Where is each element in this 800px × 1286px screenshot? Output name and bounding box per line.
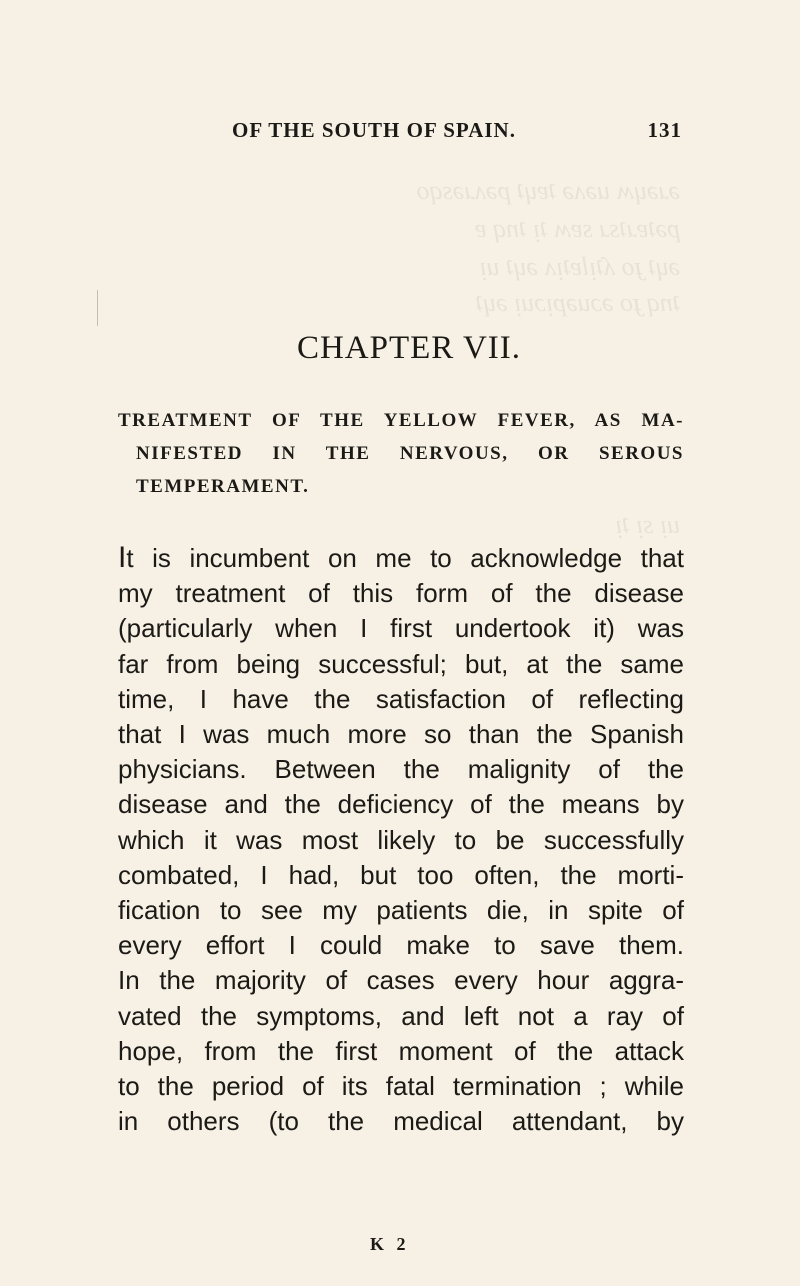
chapter-title: CHAPTER VII. — [296, 330, 522, 366]
body-paragraph — [118, 540, 684, 1139]
running-head — [232, 118, 682, 148]
chapter-subtitle — [118, 404, 684, 503]
page-edge-mark — [97, 290, 98, 326]
text-line: combated, I had, but too often, the morti- — [118, 859, 684, 890]
subtitle-line: TEMPERAMENT. — [136, 476, 310, 497]
text-line: vated the symptoms, and left not a ray of — [118, 1000, 684, 1031]
show-through-text: ʇnq ɟo ǝɔuǝpᴉɔuᴉ ǝɥʇ — [475, 288, 680, 317]
show-through-text: uᴉ sᴉ ʇᴉ — [614, 510, 680, 539]
text-line — [118, 540, 684, 576]
show-through-text: ǝɥʇ ɟo ʎʇᴉlɐʇᴉʌ ǝɥʇ uᴉ — [479, 252, 680, 281]
text-line: to the period of its fatal termination ; while — [118, 1071, 684, 1102]
subtitle-line: NIFESTED IN THE NERVOUS, OR SEROUS — [136, 443, 684, 464]
text-line: hope, from the first moment of the attack — [118, 1035, 684, 1066]
text-line: far from being successful; but, at the same — [118, 648, 684, 679]
text-line: that I was much more so than the Spanish — [118, 719, 684, 750]
show-through-text: ǝɹǝɥʍ uǝʌǝ ʇɐɥʇ pǝʌɹǝsqo — [416, 176, 680, 205]
subtitle-line: TREATMENT OF THE YELLOW FEVER, AS MA- — [118, 410, 684, 431]
running-head-title: OF THE SOUTH OF SPAIN. — [232, 118, 516, 142]
text-line: (particularly when I first undertook it) was — [118, 613, 684, 644]
text-line: fication to see my patients die, in spite of — [118, 895, 684, 926]
signature-mark: K 2 — [370, 1234, 410, 1254]
text-line: in others (to the medical attendant, by — [118, 1106, 684, 1137]
text-line: which it was most likely to be successfully — [118, 824, 684, 855]
text-line: disease and the deficiency of the means by — [118, 789, 684, 820]
text-line: every effort I could make to save them. — [118, 930, 684, 961]
text-line-rest: t is incumbent on me to acknowledge that — [126, 543, 684, 573]
show-through-text: pǝʇɐɹʇsɹ sɐʍ ʇᴉ ʇnq ɐ — [475, 214, 680, 243]
text-line: time, I have the satisfaction of reflecting — [118, 683, 684, 714]
text-line: my treatment of this form of the disease — [118, 578, 684, 609]
drop-cap: I — [118, 541, 127, 574]
text-line: physicians. Between the malignity of the — [118, 754, 684, 785]
text-line: In the majority of cases every hour aggra- — [118, 965, 684, 996]
page-number: 131 — [647, 118, 682, 142]
